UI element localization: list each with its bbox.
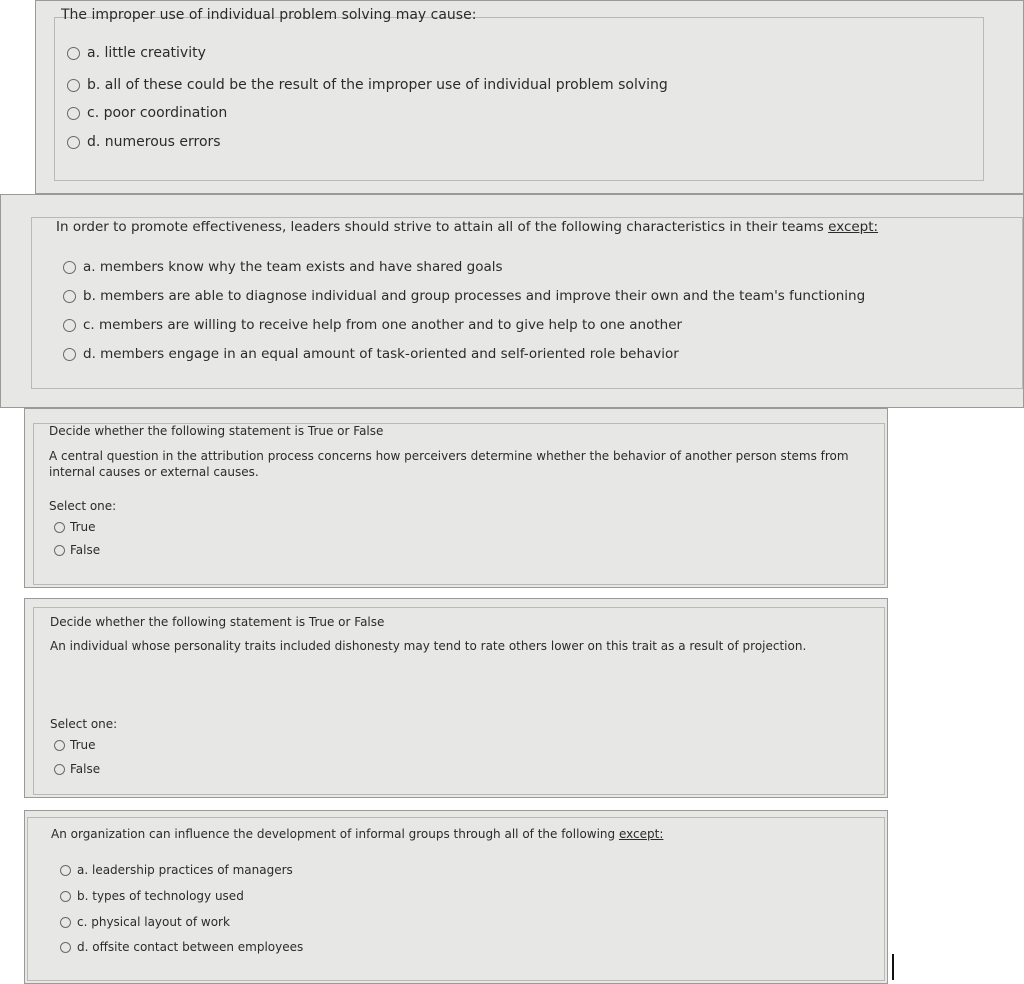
question-2-option-b[interactable] [63, 288, 865, 304]
radio-icon[interactable] [63, 348, 76, 361]
option-label: False [70, 543, 101, 557]
question-4-card [24, 598, 888, 798]
radio-icon[interactable] [54, 740, 65, 751]
question-4-option-true[interactable] [54, 738, 96, 752]
question-3-statement: A central question in the attribution process concerns how perceivers determine whether the behavior of another person stems from internal causes or external causes. [49, 449, 849, 479]
question-1-card [35, 0, 1024, 194]
radio-icon[interactable] [63, 319, 76, 332]
question-5-except: except: [618, 827, 664, 841]
question-2-prompt [56, 219, 878, 235]
question-2-card [0, 194, 1024, 408]
radio-icon[interactable] [54, 545, 65, 556]
question-5-prompt [51, 827, 663, 841]
radio-icon[interactable] [67, 47, 80, 60]
option-label: False [70, 762, 101, 776]
radio-icon[interactable] [60, 865, 71, 876]
question-1-option-d[interactable] [67, 134, 221, 150]
option-label: d. offsite contact between employees [77, 940, 304, 954]
question-4-instruction: Decide whether the following statement is True or False [50, 615, 385, 629]
option-label: a. leadership practices of managers [77, 863, 293, 877]
question-5-prompt-text: An organization can influence the development of informal groups through all of the following [51, 827, 619, 841]
question-2-option-a[interactable] [63, 259, 503, 275]
option-label: True [70, 520, 96, 534]
question-2-option-c[interactable] [63, 317, 682, 333]
question-5-option-c[interactable] [60, 915, 230, 929]
radio-icon[interactable] [63, 290, 76, 303]
question-4-select-label: Select one: [50, 717, 118, 731]
radio-icon[interactable] [60, 942, 71, 953]
question-5-option-a[interactable] [60, 863, 293, 877]
option-label: d. numerous errors [87, 134, 221, 150]
question-3-select-label: Select one: [49, 499, 117, 513]
question-5-card [24, 810, 888, 984]
question-2-prompt-text: In order to promote effectiveness, leaders should strive to attain all of the following characteristics in their teams [56, 219, 829, 235]
question-1-content [54, 17, 984, 181]
option-label: c. physical layout of work [77, 915, 230, 929]
question-1-option-b[interactable] [67, 77, 668, 93]
question-2-option-d[interactable] [63, 346, 679, 362]
question-3-option-true[interactable] [54, 520, 96, 534]
option-label: c. poor coordination [87, 105, 228, 121]
radio-icon[interactable] [63, 261, 76, 274]
question-3-instruction: Decide whether the following statement is True or False [49, 424, 384, 438]
radio-icon[interactable] [67, 79, 80, 92]
question-1-prompt: The improper use of individual problem solving may cause: [61, 7, 477, 23]
option-label: b. all of these could be the result of the improper use of individual problem solving [87, 77, 668, 93]
question-1-option-a[interactable] [67, 45, 206, 61]
radio-icon[interactable] [67, 136, 80, 149]
question-3-option-false[interactable] [54, 543, 100, 557]
option-label: d. members engage in an equal amount of task-oriented and self-oriented role behavior [83, 346, 679, 362]
question-3-card [24, 408, 888, 588]
question-2-except: except: [828, 219, 879, 235]
option-label: a. members know why the team exists and have shared goals [83, 259, 503, 275]
radio-icon[interactable] [60, 891, 71, 902]
radio-icon[interactable] [67, 107, 80, 120]
radio-icon[interactable] [54, 522, 65, 533]
question-5-option-b[interactable] [60, 889, 244, 903]
question-1-option-c[interactable] [67, 105, 227, 121]
radio-icon[interactable] [60, 917, 71, 928]
edge-mark [892, 954, 894, 980]
option-label: b. members are able to diagnose individual and group processes and improve their own and the team's functioning [83, 288, 866, 304]
radio-icon[interactable] [54, 764, 65, 775]
question-4-option-false[interactable] [54, 762, 100, 776]
question-4-statement: An individual whose personality traits included dishonesty may tend to rate others lower on this trait as a result of projection. [50, 639, 807, 653]
option-label: c. members are willing to receive help from one another and to give help to one another [83, 317, 683, 333]
question-4-content [33, 607, 885, 795]
question-5-option-d[interactable] [60, 940, 303, 954]
option-label: True [70, 738, 96, 752]
option-label: b. types of technology used [77, 889, 244, 903]
option-label: a. little creativity [87, 45, 206, 61]
